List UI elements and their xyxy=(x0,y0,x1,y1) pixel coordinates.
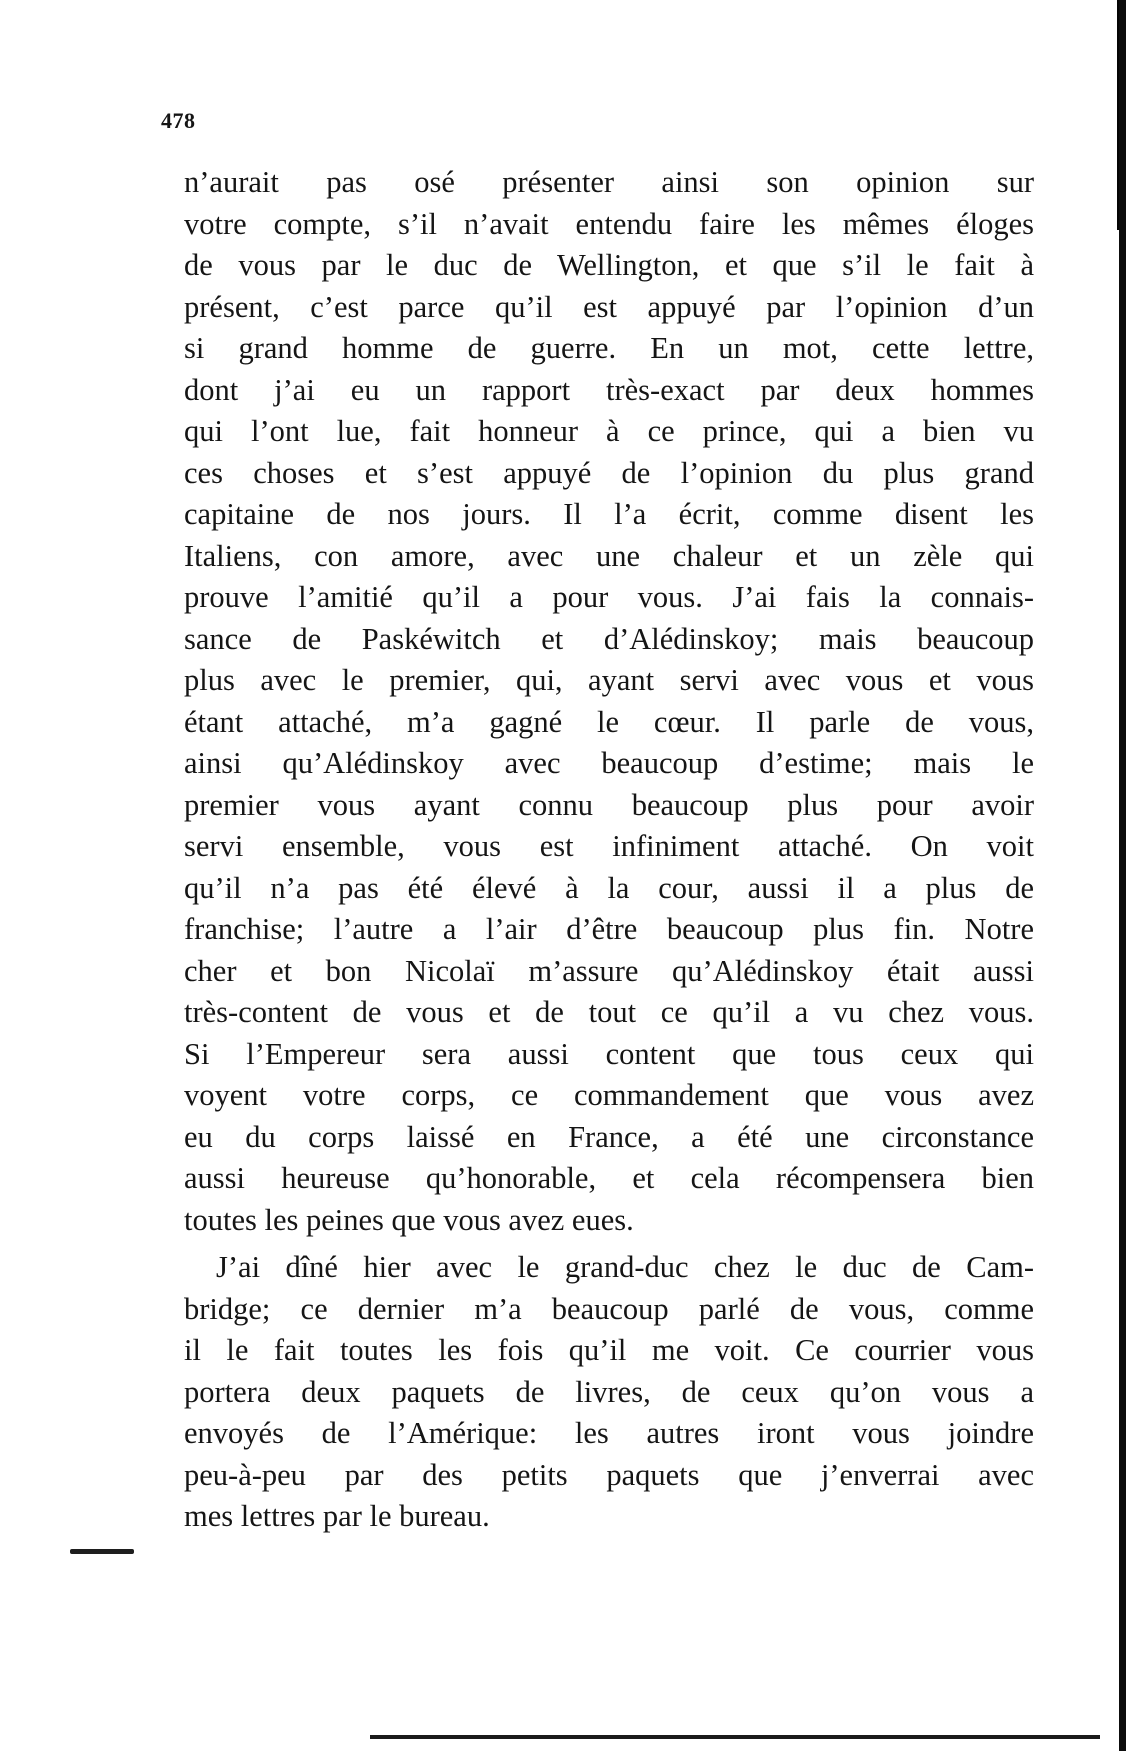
text-line: portera deux paquets de livres, de ceux qu’on vous a xyxy=(184,1374,1034,1409)
text-line: qui l’ont lue, fait honneur à ce prince, qui a bien vu xyxy=(184,414,1034,448)
text-line: franchise; l’autre a l’air d’être beaucoup plus fin. Notre xyxy=(184,912,1034,946)
text-line: ces choses et s’est appuyé de l’opinion du plus grand xyxy=(184,455,1034,490)
text-line: sance de Paskéwitch et d’Alédinskoy; mais beaucoup xyxy=(184,621,1034,656)
text-line: très-content de vous et de tout ce qu’il a vu chez vous. xyxy=(184,995,1034,1029)
text-line: il le fait toutes les fois qu’il me voit. Ce courrier vous xyxy=(184,1333,1034,1367)
text-line: bridge; ce dernier m’a beaucoup parlé de vous, comme xyxy=(184,1291,1034,1326)
text-line: plus avec le premier, qui, ayant servi avec vous et vous xyxy=(184,663,1034,697)
text-line: ainsi qu’Alédinskoy avec beaucoup d’estime; mais le xyxy=(184,746,1034,780)
text-line: voyent votre corps, ce commandement que vous avez xyxy=(184,1078,1034,1112)
text-line: prouve l’amitié qu’il a pour vous. J’ai fais la connais- xyxy=(184,580,1034,614)
text-line: premier vous ayant connu beaucoup plus pour avoir xyxy=(184,787,1034,822)
text-line: n’aurait pas osé présenter ainsi son opinion sur xyxy=(184,165,1034,199)
bottom-scan-rule xyxy=(370,1735,1100,1739)
text-line: votre compte, s’il n’avait entendu faire les mêmes éloges xyxy=(184,206,1034,241)
text-line: étant attaché, m’a gagné le cœur. Il parle de vous, xyxy=(184,704,1034,739)
text-line: Italiens, con amore, avec une chaleur et un zèle qui xyxy=(184,538,1034,573)
page-edge-shadow xyxy=(1119,0,1126,1751)
margin-ink-mark xyxy=(70,1549,134,1554)
paragraph-end-line: mes lettres par le bureau. xyxy=(184,1499,490,1533)
paragraph-end-line: toutes les peines que vous avez eues. xyxy=(184,1202,634,1237)
text-line: cher et bon Nicolaï m’assure qu’Alédinskoy était aussi xyxy=(184,953,1034,988)
text-line: présent, c’est parce qu’il est appuyé par l’opinion d’un xyxy=(184,289,1034,324)
text-line: capitaine de nos jours. Il l’a écrit, comme disent les xyxy=(184,497,1034,531)
text-line: si grand homme de guerre. En un mot, cette lettre, xyxy=(184,331,1034,365)
text-line: aussi heureuse qu’honorable, et cela récompensera bien xyxy=(184,1161,1034,1195)
text-line: envoyés de l’Amérique: les autres iront vous joindre xyxy=(184,1416,1034,1450)
body-text xyxy=(184,162,1034,1538)
text-line: de vous par le duc de Wellington, et que s’il le fait à xyxy=(184,248,1034,282)
text-line: qu’il n’a pas été élevé à la cour, aussi il a plus de xyxy=(184,870,1034,905)
paragraph-start-line: J’ai dîné hier avec le grand-duc chez le duc de Cam- xyxy=(216,1250,1034,1284)
text-line: peu-à-peu par des petits paquets que j’enverrai avec xyxy=(184,1457,1034,1492)
text-line: eu du corps laissé en France, a été une circonstance xyxy=(184,1119,1034,1154)
text-line: dont j’ai eu un rapport très-exact par deux hommes xyxy=(184,372,1034,407)
page-number: 478 xyxy=(161,108,196,133)
text-line: servi ensemble, vous est infiniment attaché. On voit xyxy=(184,829,1034,863)
text-line: Si l’Empereur sera aussi content que tous ceux qui xyxy=(184,1036,1034,1071)
